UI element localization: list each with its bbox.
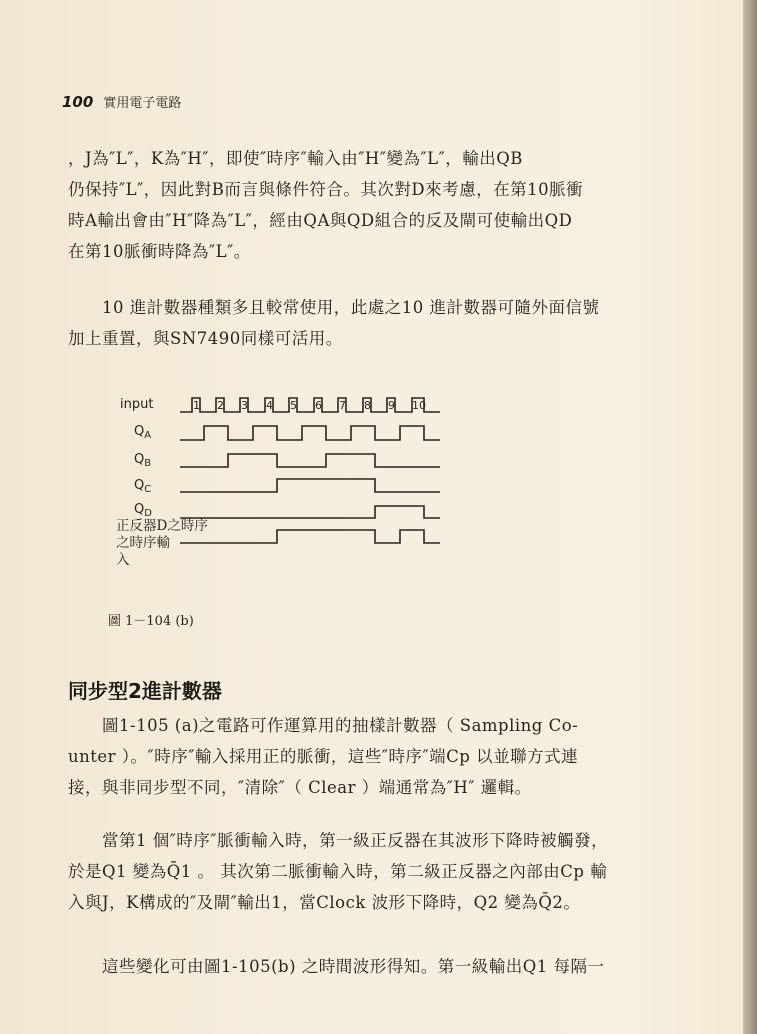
text-line: 在第10脈衝時降為″L″。 [68, 242, 251, 261]
signal-label-input: input [120, 397, 154, 412]
svg-text:3: 3 [241, 399, 248, 412]
text-line: ，J為″L″，K為″H″，即使″時序″輸入由″H″變為″L″，輸出QB [68, 149, 523, 168]
running-head [62, 92, 181, 111]
text-line: 於是Q1 變為Q̄1 。 其次第二脈衝輸入時，第二級正反器之內部由Cp 輸 [68, 862, 608, 881]
ff-d-label-line3: 入 [116, 552, 130, 568]
text-line: 圖1-105 (a)之電路可作運算用的抽樣計數器（ Sampling Co- [102, 716, 579, 735]
svg-text:6: 6 [315, 399, 322, 412]
waveform-qd [180, 506, 440, 518]
waveform-qb [180, 454, 440, 467]
book-title: 實用電子電路 [103, 96, 182, 111]
svg-text:4: 4 [266, 399, 273, 412]
signal-label-qd: $Q_D$ [134, 502, 152, 519]
pulse-numbers [193, 399, 426, 412]
waveforms [108, 390, 468, 590]
waveform-qc [180, 479, 440, 492]
waveform-ff-d-clock [180, 530, 440, 543]
svg-text:1: 1 [193, 399, 200, 412]
text-line: 仍保持″L″，因此對B而言與條件符合。其次對D來考慮，在第10脈衝 [68, 180, 584, 199]
text-line: unter ）。″時序″輸入採用正的脈衝，這些″時序″端Cp 以並聯方式連 [68, 747, 579, 766]
text-line: 10 進計數器種類多且較常使用，此處之10 進計數器可隨外面信號 [102, 298, 600, 317]
section-heading: 同步型2進計數器 [68, 679, 222, 703]
svg-text:9: 9 [388, 399, 395, 412]
svg-text:5: 5 [290, 399, 297, 412]
book-spine-shadow [743, 0, 757, 1034]
svg-text:10: 10 [412, 399, 426, 412]
paragraph-1 [68, 143, 648, 267]
paragraph-3 [68, 710, 648, 803]
text-line: 時A輸出會由″H″降為″L″，經由QA與QD組合的反及閘可使輸出QD [68, 211, 573, 230]
waveform-qa [180, 426, 440, 440]
signal-label-qc: $Q_C$ [134, 478, 152, 495]
signal-label-qa: $Q_A$ [134, 424, 152, 441]
svg-text:7: 7 [339, 399, 346, 412]
text-line: 當第1 個″時序″脈衝輸入時，第一級正反器在其波形下降時被觸發， [102, 831, 609, 850]
text-line: 這些變化可由圖1-105(b) 之時間波形得知。第一級輸出Q1 每隔一 [102, 957, 605, 976]
svg-text:8: 8 [364, 399, 371, 412]
paragraph-4 [68, 825, 648, 918]
text-line: 入與J，K構成的″及閘″輸出1，當Clock 波形下降時，Q2 變為Q̄2。 [68, 893, 581, 912]
page-number: 100 [62, 93, 94, 111]
timing-diagram [108, 390, 468, 590]
text-line: 加上重置，與SN7490同樣可活用。 [68, 329, 343, 348]
svg-text:2: 2 [217, 399, 224, 412]
signal-label-qb: $Q_B$ [134, 452, 152, 469]
ff-d-label-line1: 正反器D之時序 [116, 518, 208, 534]
paragraph-5 [68, 951, 648, 982]
figure-caption: 圖 1－104 (b) [108, 614, 194, 629]
ff-d-label-line2: 之時序輸 [116, 535, 170, 551]
paragraph-2 [68, 292, 648, 354]
text-line: 接，與非同步型不同，″清除″（ Clear ）端通常為″H″ 邏輯。 [68, 778, 532, 797]
